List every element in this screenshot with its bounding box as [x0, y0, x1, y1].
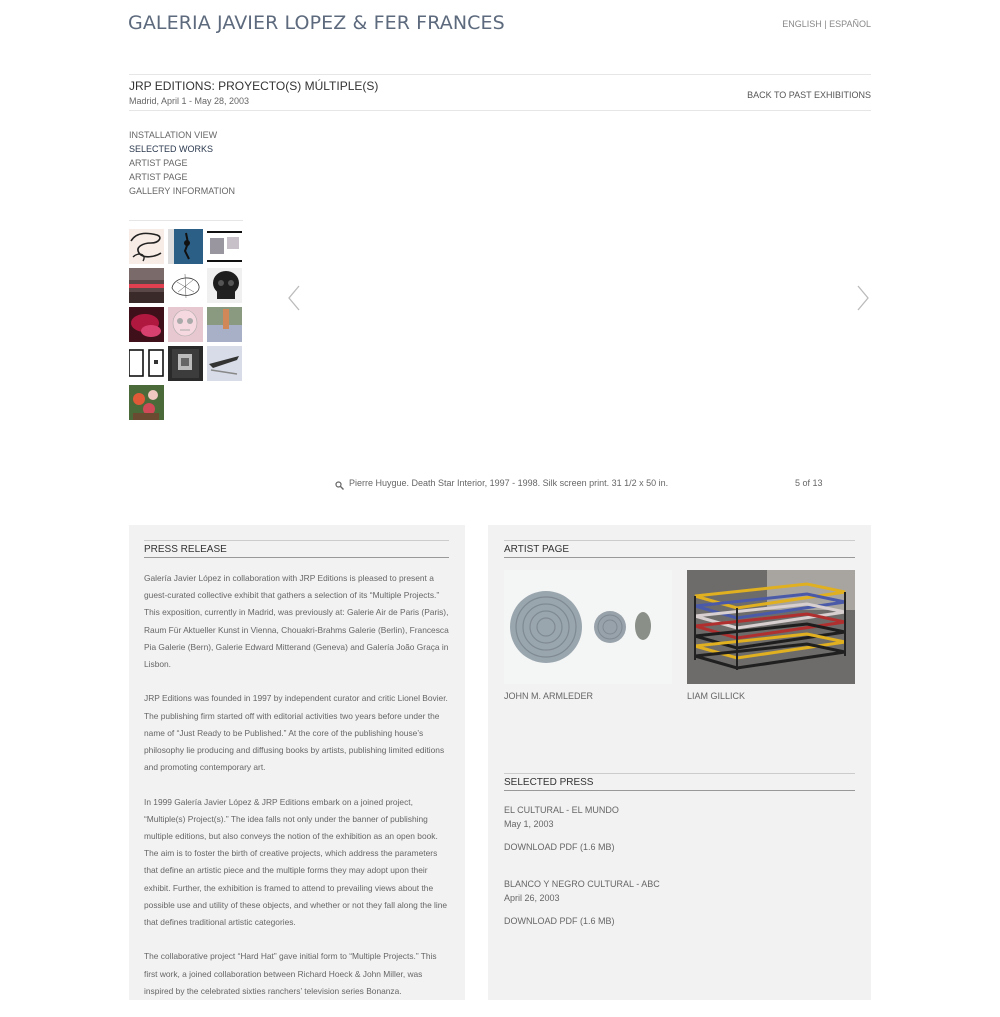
artist-image-armleder[interactable]	[504, 570, 672, 684]
zoom-search-icon[interactable]	[335, 477, 344, 486]
exhibition-subnav	[129, 128, 235, 198]
thumbnail[interactable]	[129, 346, 164, 381]
thumbnail-image	[207, 268, 242, 303]
press-item-date: April 26, 2003	[504, 893, 560, 903]
thumbnail-image	[168, 307, 203, 342]
thumbnail[interactable]	[207, 229, 242, 264]
thumbnail[interactable]	[168, 346, 203, 381]
lang-english-link[interactable]: ENGLISH	[782, 19, 822, 29]
thumbnail-image	[168, 229, 203, 264]
thumbnail-image	[129, 268, 164, 303]
thumbnail[interactable]	[207, 307, 242, 342]
thumbnail-image	[129, 307, 164, 342]
thumbnail-image	[207, 229, 242, 264]
download-pdf-link[interactable]: DOWNLOAD PDF (1.6 MB)	[504, 916, 615, 926]
thumbnail[interactable]	[168, 229, 203, 264]
thumbnail[interactable]	[168, 268, 203, 303]
language-switcher	[782, 19, 871, 29]
selected-press-heading: SELECTED PRESS	[504, 777, 594, 788]
press-item-title: BLANCO Y NEGRO CULTURAL - ABC	[504, 879, 660, 889]
thumbnail-image	[129, 385, 164, 420]
divider	[504, 557, 855, 558]
thumbnail[interactable]	[168, 307, 203, 342]
press-release-paragraph: The collaborative project “Hard Hat” gave initial form to “Multiple Projects.” This first work, a joined collaboration between Richard Hoeck & John Miller, was inspired by the celebrated sixties ranchers’ television series Bonanza.	[144, 951, 437, 996]
thumbnail-image	[207, 346, 242, 381]
artwork-caption: Pierre Huygue. Death Star Interior, 1997 - 1998. Silk screen print. 31 1/2 x 50 in.	[349, 478, 669, 488]
artist-page-heading: ARTIST PAGE	[504, 544, 570, 555]
press-release-text	[144, 570, 449, 1017]
artist-name-link[interactable]: LIAM GILLICK	[687, 691, 746, 701]
press-release-paragraph: Galería Javier López in collaboration with JRP Editions is pleased to present a guest-curated collective exhibit that gathers a selection of its “Multiple Projects.” This exposition, currently in Madrid, was previously at: Galerie Air de Paris (Paris), Raum Für Aktueller Kunst in Vienna, Chouakri-Brahms Galerie (Berlin), Francesca Pia Galerie (Bern), Galerie Edward Mitterand (Geneva) and Galería João Graça in Lisbon.	[144, 573, 449, 670]
next-arrow-icon[interactable]	[856, 285, 870, 311]
artist-image-gillick[interactable]	[687, 570, 855, 684]
lang-espanol-link[interactable]: ESPAÑOL	[829, 19, 871, 29]
download-pdf-link[interactable]: DOWNLOAD PDF (1.6 MB)	[504, 842, 615, 852]
press-release-paragraph: In 1999 Galería Javier López & JRP Editions embark on a joined project, “Multiple(s) Project(s).” The idea falls not only under the banner of publishing multiple editions, but also conveys the notion of the exhibition as an open book. The aim is to foster the birth of creative projects, which address the parameters that define an artistic piece and the multiple forms they may adopt upon their exhibit. Further, the exhibition is framed to attend to prevailing views about the possible use and utility of these objects, and whether or not they fall along the line that defines traditional artistic categories.	[144, 796, 448, 928]
thumbnail[interactable]	[129, 385, 164, 420]
previous-arrow-icon[interactable]	[287, 285, 301, 311]
exhibition-dates: Madrid, April 1 - May 28, 2003	[129, 96, 250, 106]
press-item-title: EL CULTURAL - EL MUNDO	[504, 805, 619, 815]
divider	[144, 540, 449, 541]
thumbnail[interactable]	[207, 346, 242, 381]
subnav-gallery-information[interactable]: GALLERY INFORMATION	[129, 186, 236, 196]
thumbnail-image	[129, 229, 164, 264]
divider	[144, 557, 449, 558]
lang-separator: |	[821, 19, 830, 29]
gallery-logo[interactable]: GALERIA JAVIER LOPEZ & FER FRANCES	[128, 12, 505, 34]
thumbnail-image	[207, 307, 242, 342]
thumbnail[interactable]	[129, 307, 164, 342]
press-release-paragraph: JRP Editions was founded in 1997 by independent curator and critic Lionel Bovier. The publishing firm started off with editorial activities two years before under the name of “Just Ready to be Published.” At the core of the publishing house’s philosophy lie producing and diffusing books by artists, publishing limited editions and promoting contemporary art.	[144, 693, 448, 773]
thumbnail-image	[168, 268, 203, 303]
thumbnail[interactable]	[129, 229, 164, 264]
press-item-date: May 1, 2003	[504, 819, 554, 829]
image-counter: 5 of 13	[795, 478, 823, 488]
divider	[129, 110, 871, 111]
subnav-selected-works[interactable]: SELECTED WORKS	[129, 144, 214, 154]
thumbnail-image	[168, 346, 203, 381]
divider	[504, 540, 855, 541]
divider	[504, 790, 855, 791]
artist-name-link[interactable]: JOHN M. ARMLEDER	[504, 691, 594, 701]
thumbnail-image	[129, 346, 164, 381]
thumbnail[interactable]	[129, 268, 164, 303]
divider	[504, 773, 855, 774]
press-release-heading: PRESS RELEASE	[144, 544, 227, 555]
back-to-past-exhibitions-link[interactable]: BACK TO PAST EXHIBITIONS	[747, 90, 871, 100]
subnav-artist-page[interactable]: ARTIST PAGE	[129, 172, 188, 182]
subnav-installation-view[interactable]: INSTALLATION VIEW	[129, 130, 218, 140]
divider	[129, 74, 871, 75]
exhibition-title: JRP EDITIONS: PROYECTO(S) MÚLTIPLE(S)	[129, 79, 379, 93]
divider	[129, 220, 243, 221]
thumbnail[interactable]	[207, 268, 242, 303]
subnav-artist-page[interactable]: ARTIST PAGE	[129, 158, 188, 168]
